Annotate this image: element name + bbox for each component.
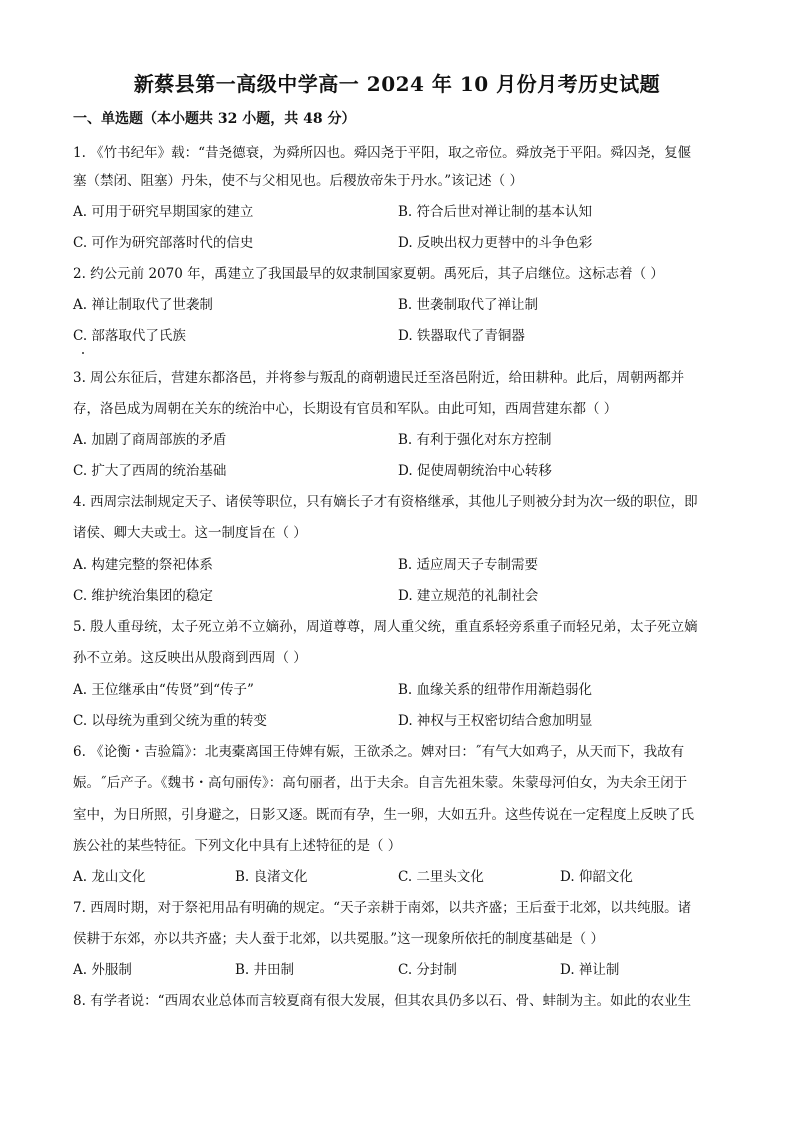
q7-option-c: C. 分封制 bbox=[398, 962, 457, 978]
q4-option-c: C. 维护统治集团的稳定 bbox=[73, 588, 213, 604]
q5-option-a: A. 王位继承由“传贤”到“传子” bbox=[73, 682, 254, 698]
q1-option-d: D. 反映出权力更替中的斗争色彩 bbox=[398, 235, 593, 251]
q1-line-1: 1. 《竹书纪年》载：“昔尧德衰，为舜所囚也。舜囚尧于平阳，取之帝位。舜放尧于平阳。舜囚尧，复偃 bbox=[73, 145, 692, 161]
q7-option-a: A. 外服制 bbox=[73, 962, 132, 978]
q4-option-a: A. 构建完整的祭祀体系 bbox=[73, 557, 213, 573]
q2-option-c: C. 部落取代了氏族 bbox=[73, 328, 186, 344]
q5-option-c: C. 以母统为重到父统为重的转变 bbox=[73, 713, 267, 729]
q4-line-1: 4. 西周宗法制规定天子、诸侯等职位，只有嫡长子才有资格继承，其他儿子则被分封为次一级的职位，即 bbox=[73, 494, 698, 510]
q3-line-1: 3. 周公东征后，营建东都洛邑，并将参与叛乱的商朝遗民迁至洛邑附近，给田耕种。此后，周朝两都并 bbox=[73, 370, 685, 386]
q3-line-2: 存，洛邑成为周朝在关东的统治中心，长期设有官员和军队。由此可知，西周营建东都（ ） bbox=[73, 401, 618, 417]
q3-option-b: B. 有利于强化对东方控制 bbox=[398, 432, 552, 448]
q7-option-b: B. 井田制 bbox=[235, 962, 295, 978]
q6-option-d: D. 仰韶文化 bbox=[560, 869, 633, 885]
q7-line-2: 侯耕于东郊，亦以共齐盛；夫人蚕于北郊，以共冕服。”这一现象所依托的制度基础是（ ） bbox=[73, 931, 604, 947]
q6-line-1: 6. 《论衡・吉验篇》：北夷橐离国王侍婢有娠，王欲杀之。婢对曰：˝有气大如鸡子，从天而下，我故有 bbox=[73, 744, 685, 760]
q8-line-1: 8. 有学者说：“西周农业总体而言较夏商有很大发展，但其农具仍多以石、骨、蚌制为主。如此的农业生 bbox=[73, 993, 692, 1009]
q5-line-1: 5. 殷人重母统，太子死立弟不立嫡孙，周道尊尊，周人重父统，重直系轻旁系重子而轻兄弟，太子死立嫡 bbox=[73, 619, 698, 635]
q4-line-2: 诸侯、卿大夫或士。这一制度旨在（ ） bbox=[73, 525, 307, 541]
q4-option-b: B. 适应周天子专制需要 bbox=[398, 557, 539, 573]
q6-option-b: B. 良渚文化 bbox=[235, 869, 308, 885]
q7-option-d: D. 禅让制 bbox=[560, 962, 620, 978]
q3-option-a: A. 加剧了商周部族的矛盾 bbox=[73, 432, 227, 448]
q2-option-a: A. 禅让制取代了世袭制 bbox=[73, 297, 213, 313]
q2-option-d: D. 铁器取代了青铜器 bbox=[398, 328, 525, 344]
q2-option-b: B. 世袭制取代了禅让制 bbox=[398, 297, 539, 313]
q3-option-c: C. 扩大了西周的统治基础 bbox=[73, 463, 227, 479]
q3-option-d: D. 促使周朝统治中心转移 bbox=[398, 463, 552, 479]
q1-line-2: 塞（禁闭、阻塞）丹朱，使不与父相见也。后稷放帝朱于丹水。”该记述（ ） bbox=[73, 173, 523, 189]
q5-option-d: D. 神权与王权密切结合愈加明显 bbox=[398, 713, 593, 729]
q6-line-3: 室中，为日所照，引身避之，日影又逐。既而有孕，生一卵，大如五升。这些传说在一定程度上反映了氏 bbox=[73, 807, 694, 823]
q1-option-b: B. 符合后世对禅让制的基本认知 bbox=[398, 204, 593, 220]
q4-option-d: D. 建立规范的礼制社会 bbox=[398, 588, 539, 604]
q5-line-2: 孙不立弟。这反映出从殷商到西周（ ） bbox=[73, 650, 307, 666]
stray-dot bbox=[82, 352, 84, 354]
q7-line-1: 7. 西周时期，对于祭祀用品有明确的规定。“天子亲耕于南郊，以共齐盛；王后蚕于北郊，以共纯服。诸 bbox=[73, 900, 692, 916]
section-heading: 一、单选题（本小题共 32 小题，共 48 分） bbox=[73, 111, 356, 127]
q6-option-a: A. 龙山文化 bbox=[73, 869, 146, 885]
q1-option-a: A. 可用于研究早期国家的建立 bbox=[73, 204, 254, 220]
q1-option-c: C. 可作为研究部落时代的信史 bbox=[73, 235, 254, 251]
q2-line-1: 2. 约公元前 2070 年，禹建立了我国最早的奴隶制国家夏朝。禹死后，其子启继位。这标志着（ ） bbox=[73, 266, 664, 282]
q6-line-2: 娠。˝后产子。《魏书・高句丽传》：高句丽者，出于夫余。自言先祖朱蒙。朱蒙母河伯女，为夫余王闭于 bbox=[73, 775, 688, 791]
q6-line-4: 族公社的某些特征。下列文化中具有上述特征的是（ ） bbox=[73, 838, 402, 854]
exam-title: 新蔡县第一高级中学高一 2024 年 10 月份月考历史试题 bbox=[133, 72, 661, 96]
q5-option-b: B. 血缘关系的纽带作用渐趋弱化 bbox=[398, 682, 593, 698]
q6-option-c: C. 二里头文化 bbox=[398, 869, 484, 885]
